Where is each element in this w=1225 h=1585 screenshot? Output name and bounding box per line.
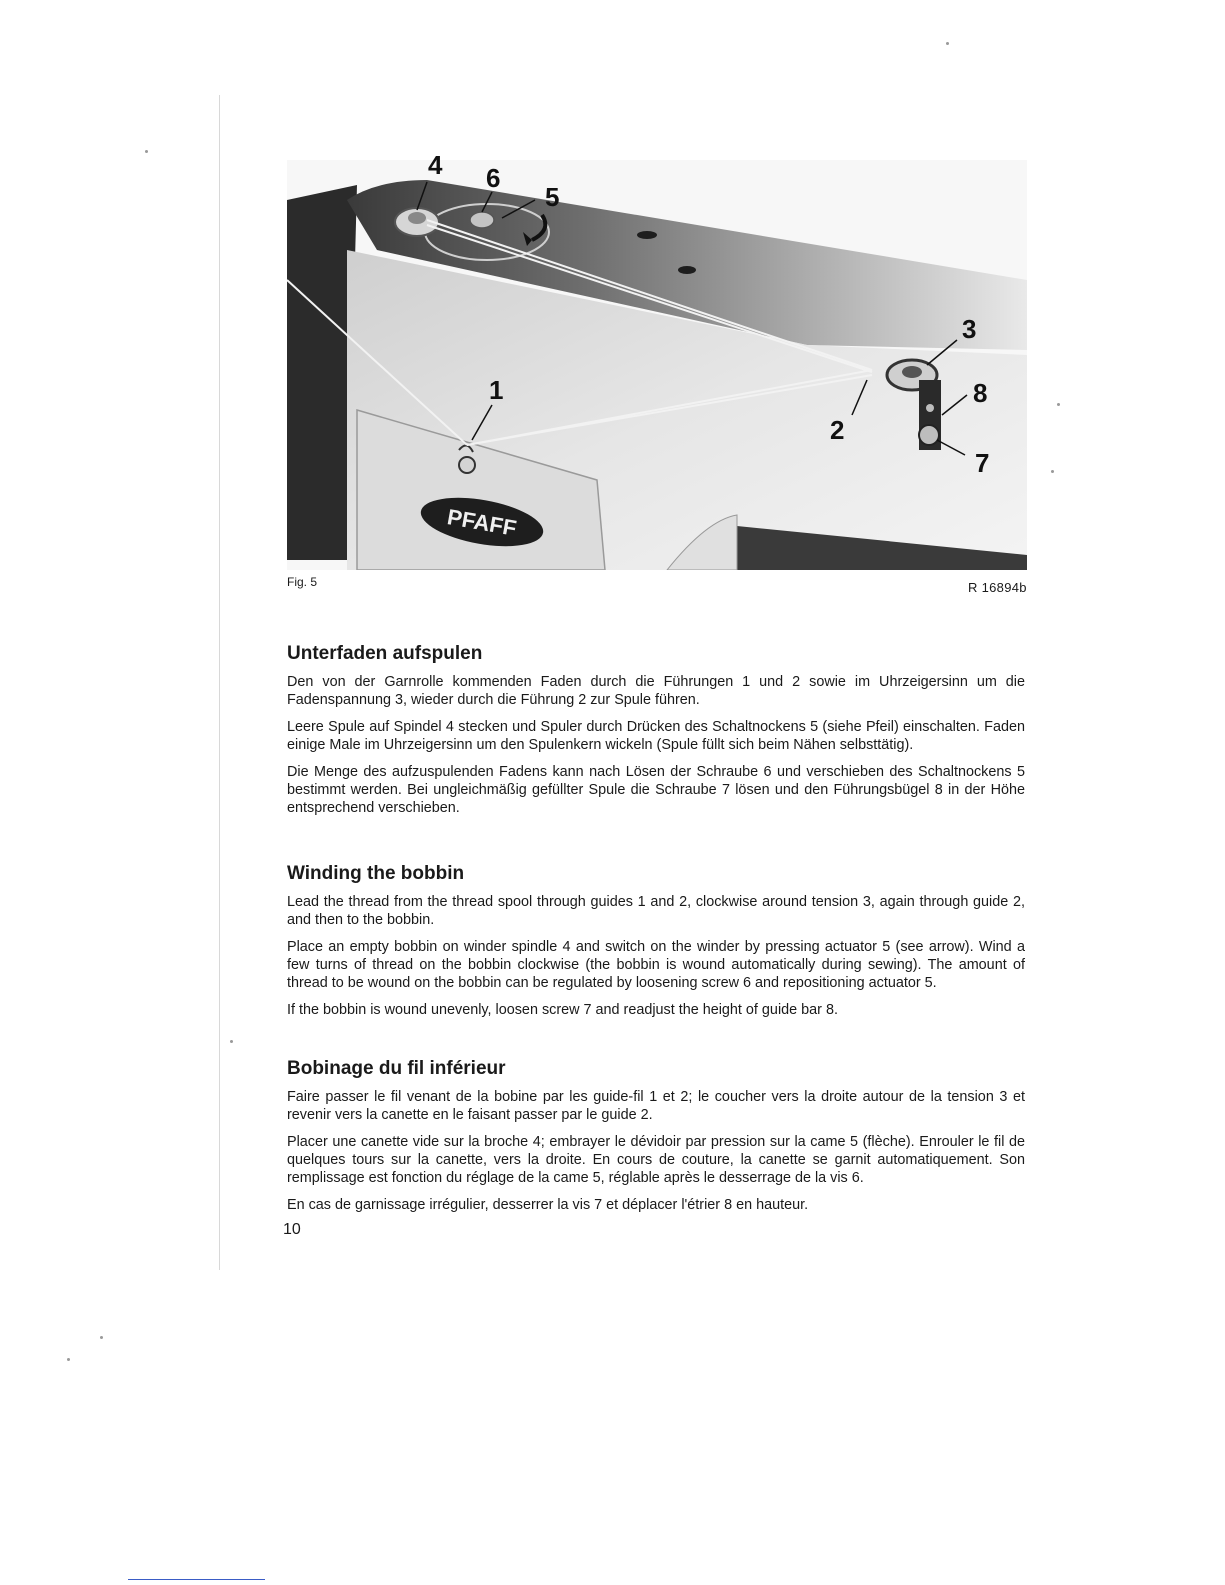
callout-8: 8: [973, 378, 988, 408]
callout-1: 1: [489, 375, 504, 405]
margin-line: [219, 95, 220, 1270]
paragraph: Den von der Garnrolle kommenden Faden durch die Führungen 1 und 2 sowie im Uhrzeigersinn um die Fadenspannung 3, wieder durch die Führung 2 zur Spule führen.: [287, 674, 1025, 708]
paragraph: If the bobbin is wound unevenly, loosen screw 7 and readjust the height of guide bar 8.: [287, 1002, 838, 1018]
paragraph: Lead the thread from the thread spool through guides 1 and 2, clockwise around tension 3, again through guide 2, and then to the bobbin.: [287, 894, 1025, 928]
machine-left-edge: [287, 185, 357, 560]
paragraph: Faire passer le fil venant de la bobine par les guide-fil 1 et 2; le coucher vers la droite autour de la tension 3 et revenir vers la canette en le faisant passer par le guide 2.: [287, 1089, 1025, 1123]
callout-5: 5: [545, 182, 560, 212]
callout-6: 6: [486, 163, 501, 193]
bobbin-winder-illustration: [287, 160, 1027, 570]
section-heading: Bobinage du fil inférieur: [287, 1058, 506, 1079]
callout-7: 7: [975, 448, 990, 478]
brand-plate-text: PFAFF: [445, 504, 519, 541]
figure-reference: R 16894b: [968, 580, 1027, 595]
section-english: [287, 863, 1025, 1028]
section-french: [287, 1058, 1025, 1223]
callout-2: 2: [830, 415, 845, 445]
scan-speck: [1051, 470, 1054, 473]
top-hole: [678, 266, 696, 274]
section-heading: Unterfaden aufspulen: [287, 643, 483, 664]
paragraph: En cas de garnissage irrégulier, desserrer la vis 7 et déplacer l'étrier 8 en hauteur.: [287, 1197, 809, 1213]
scan-speck: [230, 1040, 233, 1043]
section-heading: Winding the bobbin: [287, 863, 465, 884]
scan-speck: [946, 42, 949, 45]
scan-speck: [67, 1358, 70, 1361]
paragraph: Placer une canette vide sur la broche 4; embrayer le dévidoir par pression sur la came 5 (flèche). Enrouler le fil de quelques tours sur la canette, vers la droite. En cours de couture, la canette se garnit automatiquement. Son remplissage est fonction du réglage de la came 5, réglable après le desserrage de la vis 6.: [287, 1134, 1025, 1186]
paragraph: Place an empty bobbin on winder spindle 4 and switch on the winder by pressing actuator 5 (see arrow). Wind a few turns of thread on the bobbin clockwise (the bobbin is wound automatically during sewing). The amount of thread to be wound on the bobbin can be regulated by loosening screw 6 and repositioning actuator 5.: [287, 939, 1025, 991]
scan-speck: [100, 1336, 103, 1339]
section-german: [287, 643, 1025, 826]
figure-caption: Fig. 5: [287, 575, 318, 589]
scan-speck: [1057, 403, 1060, 406]
bottom-rule: [128, 1579, 265, 1580]
callout-4: 4: [428, 150, 443, 180]
figure-sewing-machine-photo: [287, 160, 1027, 570]
paragraph: Leere Spule auf Spindel 4 stecken und Spuler durch Drücken des Schaltnockens 5 (siehe Pfeil) einschalten. Faden einige Male im Uhrzeigersinn um den Spulenkern wickeln (Spule füllt sich beim Nähen selbsttätig).: [287, 719, 1025, 753]
callout-3: 3: [962, 314, 977, 344]
top-hole: [637, 231, 657, 239]
scan-speck: [145, 150, 148, 153]
paragraph: Die Menge des aufzuspulenden Fadens kann nach Lösen der Schraube 6 und verschieben des Schaltnockens 5 bestimmt werden. Bei ungleichmäßig gefüllter Spule die Schraube 7 lösen und den Führungsbügel 8 in der Höhe entsprechend verschieben.: [287, 764, 1025, 816]
page-number: 10: [283, 1221, 301, 1238]
